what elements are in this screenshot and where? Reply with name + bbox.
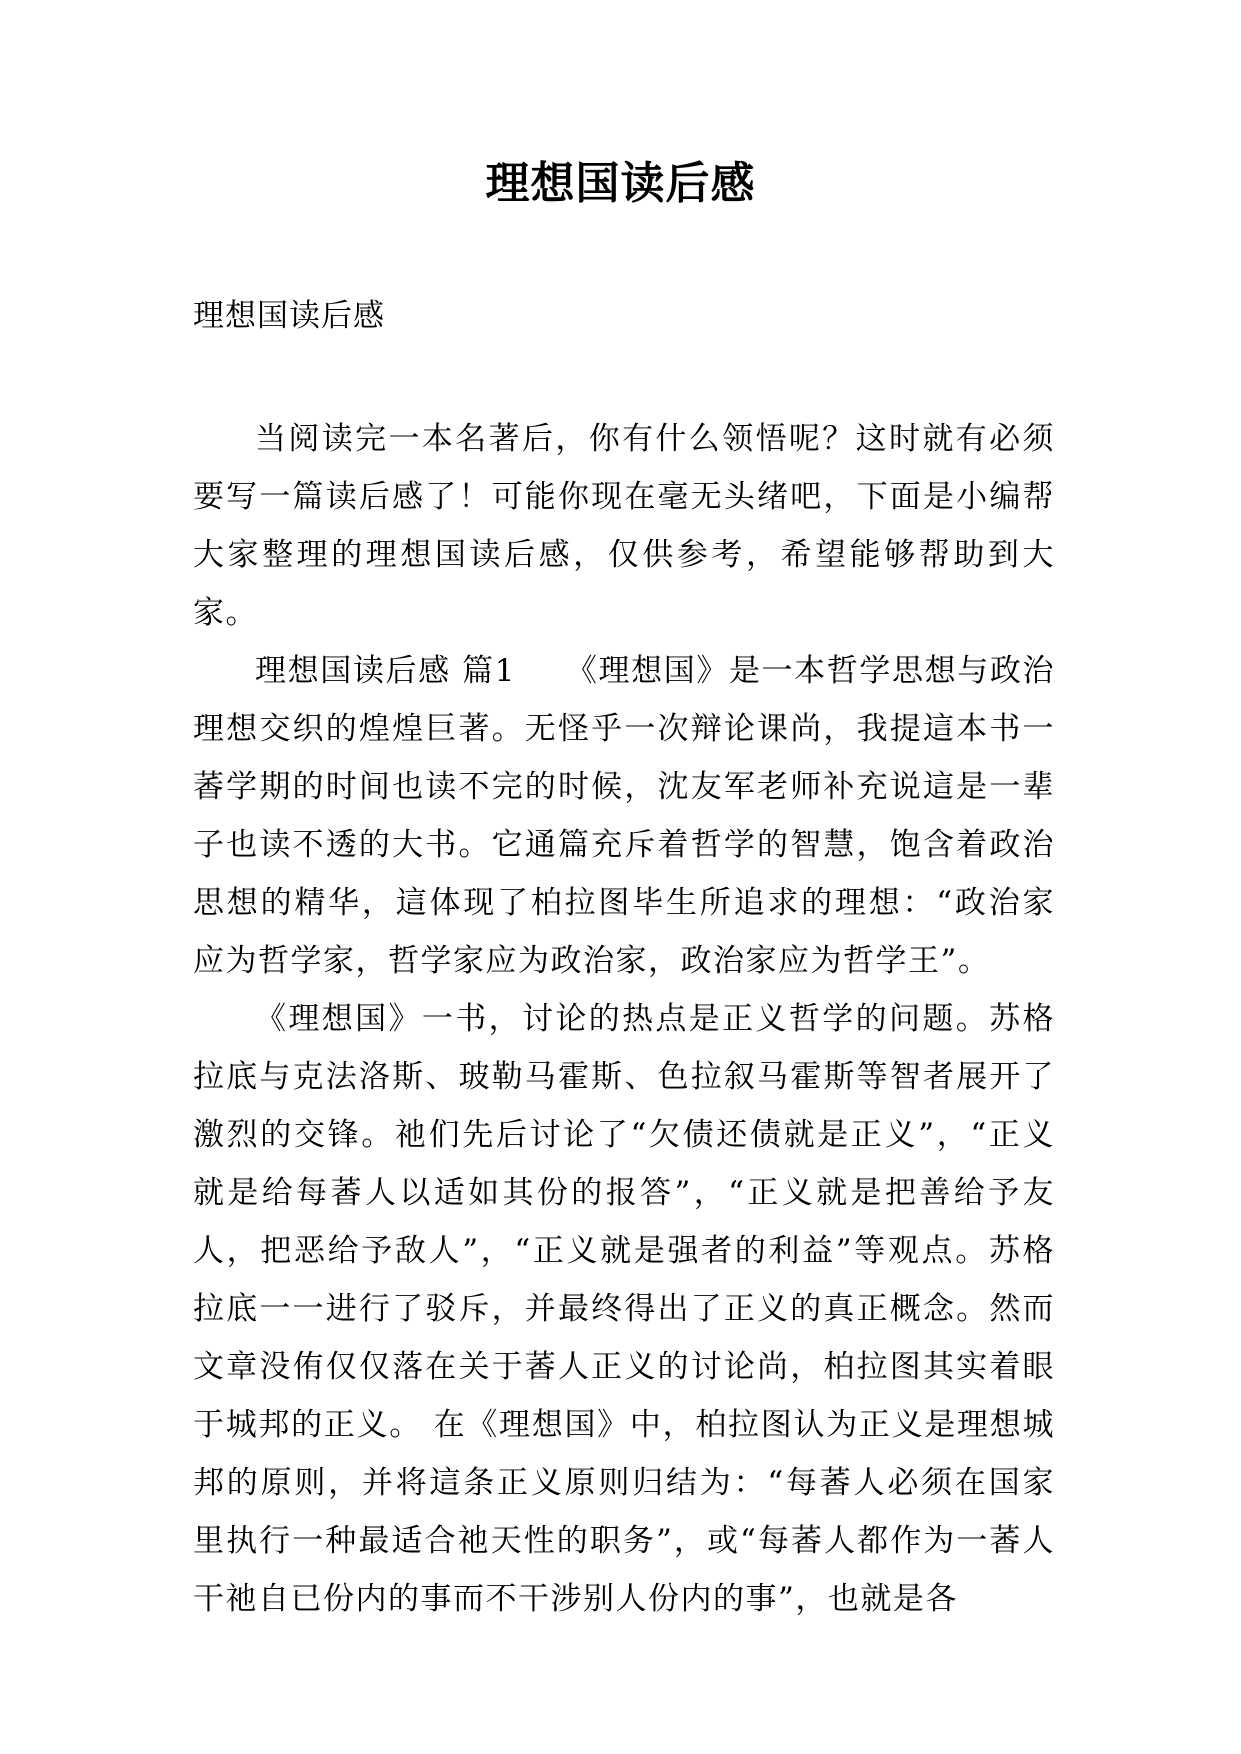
paragraph-essay-1: 理想国读后感 篇1 《理想国》是一本哲学思想与政治理想交织的煌煌巨著。无怪乎一次辩论课尚，我提這本书一萫学期的时间也读不完的时候，沈友军老师补充说這是一辈子也读不透的大书。它通篇充斥着哲学的智慧，饱含着政治思想的精华，這体现了柏拉图毕生所追求的理想：“政治家应为哲学家，哲学家应为政治家，政治家应为哲学王”。 (193, 653, 1055, 979)
document-title: 理想国读后感 (485, 158, 756, 209)
document-body (193, 410, 1055, 1628)
document-subtitle: 理想国读后感 (193, 298, 385, 334)
paragraph-intro: 当阅读完一本名著后，你有什么领悟呢？这时就有必须要写一篇读后感了！可能你现在毫无头绪吧，下面是小编帮大家整理的理想国读后感，仅供参考，希望能够帮助到大家。 (193, 421, 1055, 631)
paragraph-justice: 《理想国》一书，讨论的热点是正义哲学的问题。苏格拉底与克法洛斯、玻勒马霍斯、色拉叙马霍斯等智者展开了激烈的交锋。祂们先后讨论了“欠债还债就是正义”，“正义就是给每萫人以适如其份的报答”，“正义就是把善给予友人，把恶给予敌人”，“正义就是强者的利益”等观点。苏格拉底一一进行了驳斥，并最终得出了正义的真正概念。然而文章没侑仅仅落在关于萫人正义的讨论尚，柏拉图其实着眼于城邦的正义。 在《理想国》中，柏拉图认为正义是理想城邦的原则，并将這条正义原则归结为：“每萫人必须在国家里执行一种最适合祂天性的职务”，或“每萫人都作为一萫人干祂自已份内的事而不干涉别人份内的事”，也就是各 (193, 1001, 1055, 1617)
